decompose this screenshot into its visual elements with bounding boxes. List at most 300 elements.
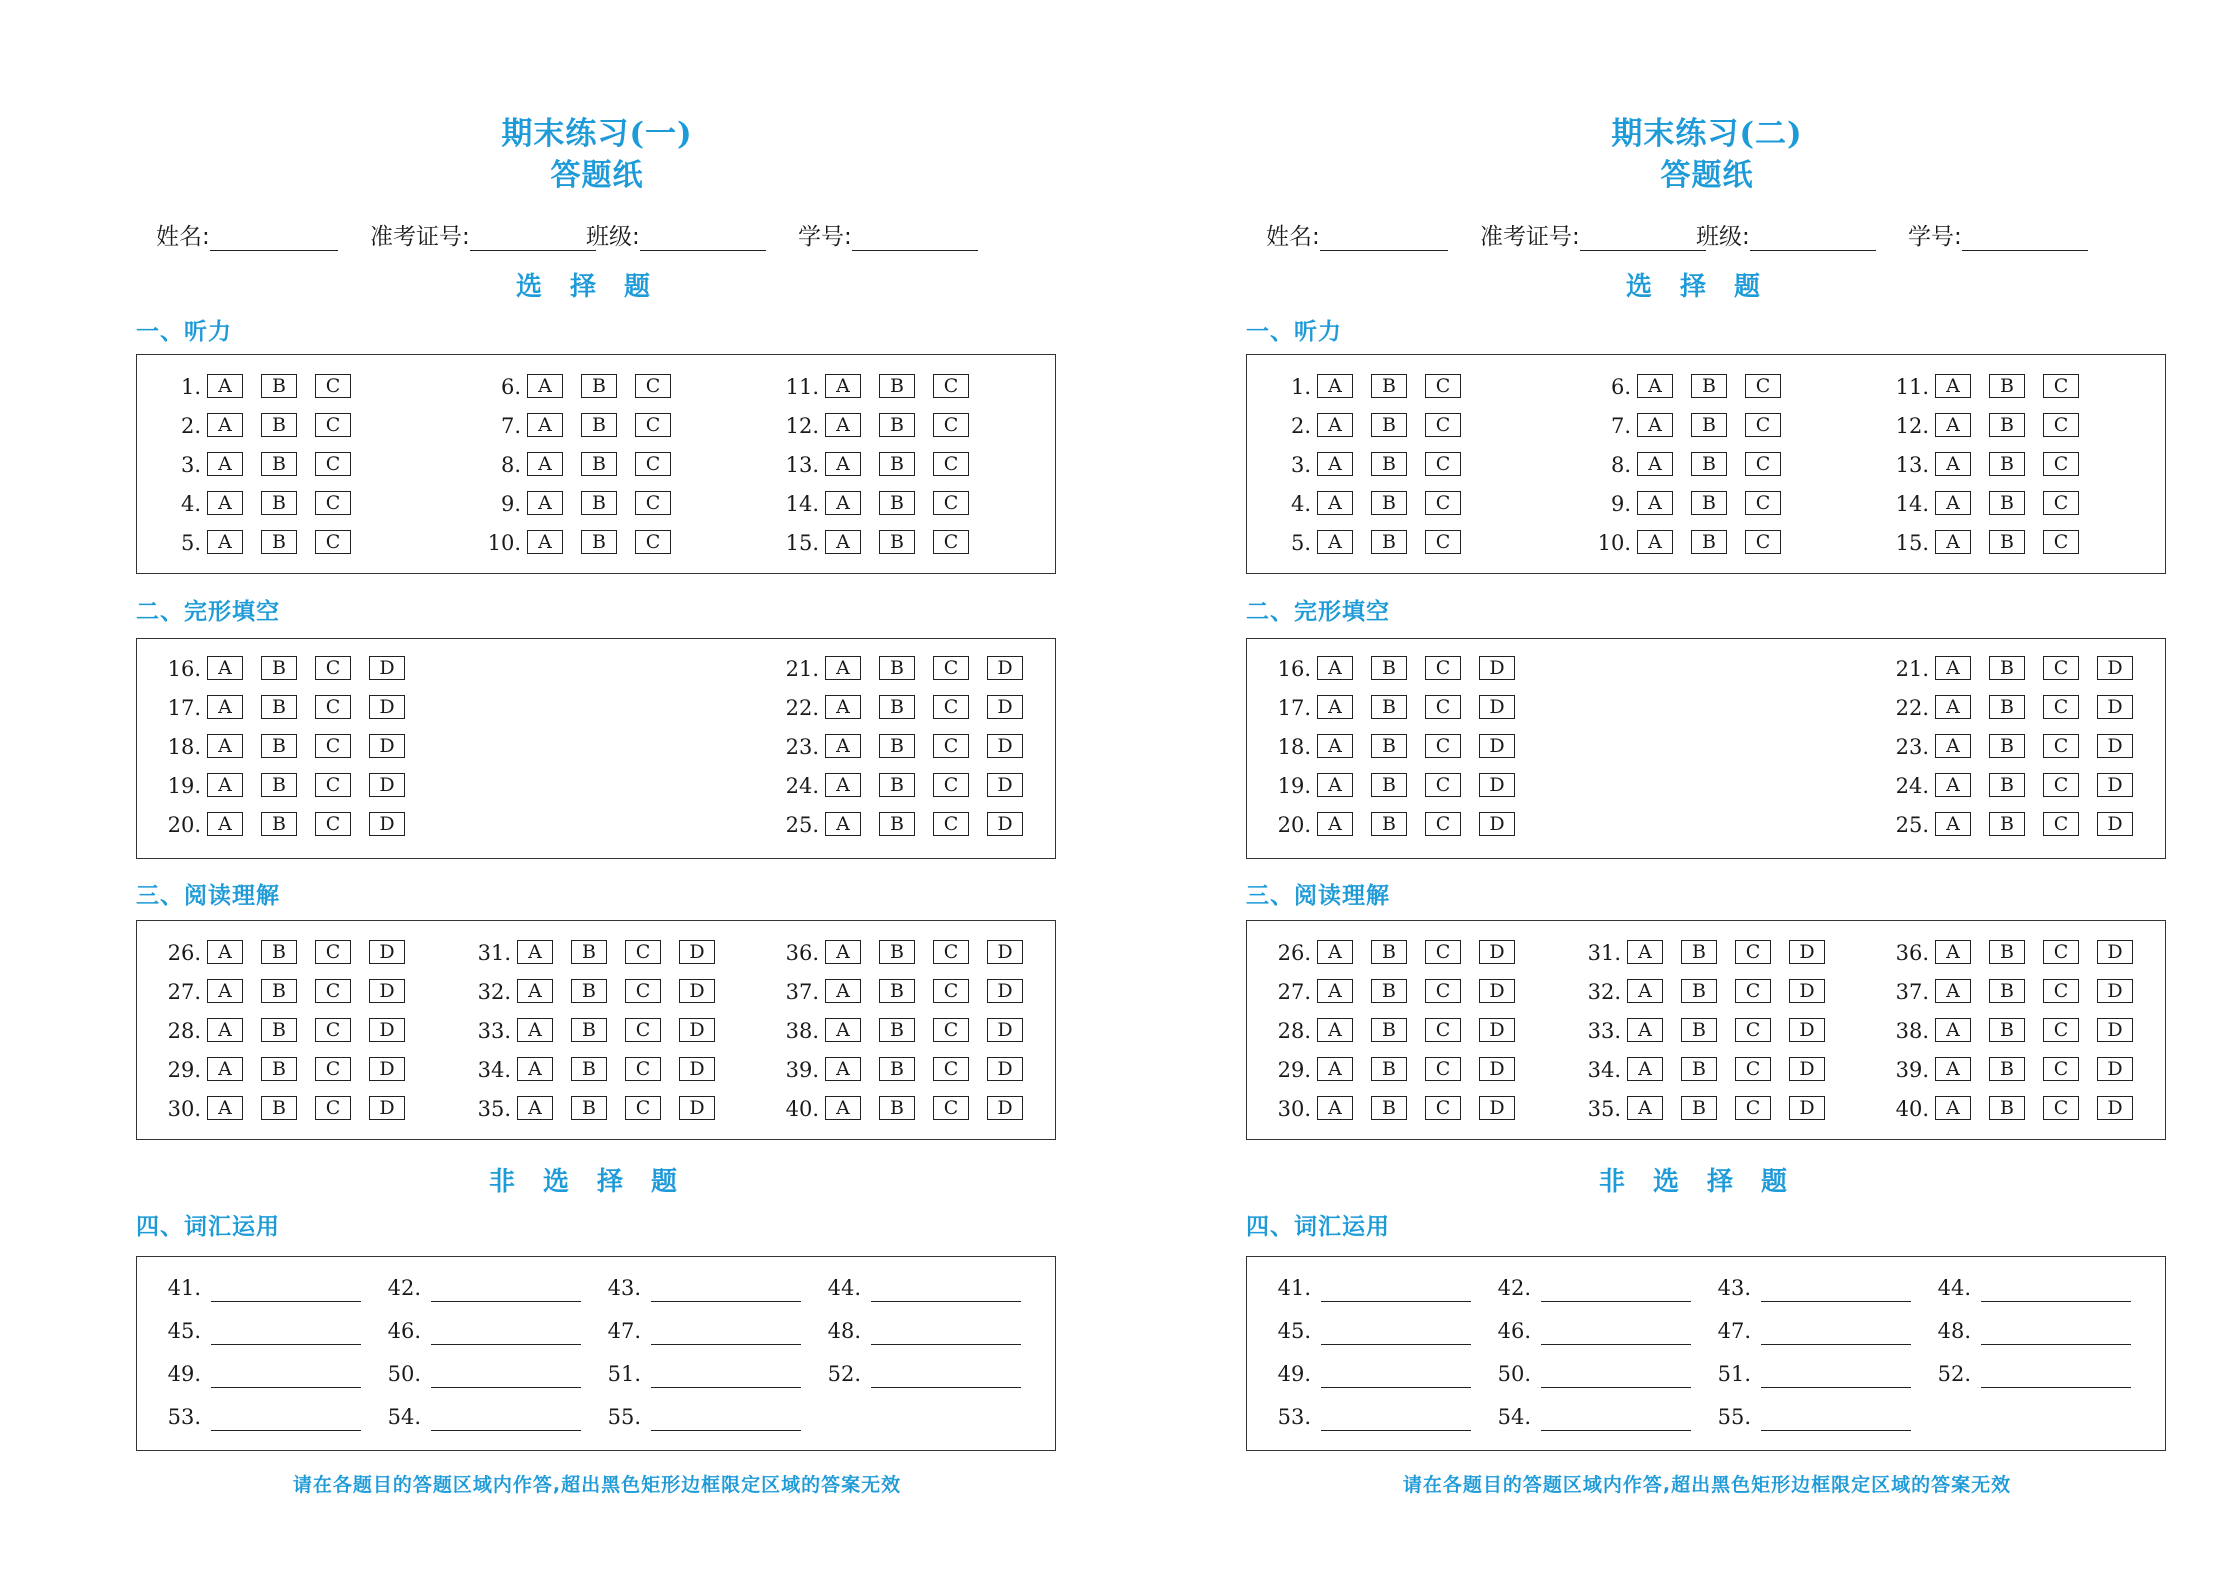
option-box-b[interactable]: B (1989, 452, 2025, 476)
option-box-d[interactable]: D (2097, 940, 2133, 964)
option-box-c[interactable]: C (2043, 1018, 2079, 1042)
option-box-a[interactable]: A (207, 374, 243, 398)
answer-blank[interactable] (651, 1318, 801, 1345)
option-box-d[interactable]: D (2097, 1018, 2133, 1042)
option-box-a[interactable]: A (1627, 940, 1663, 964)
option-box-c[interactable]: C (315, 374, 351, 398)
class-input-line[interactable] (640, 224, 766, 251)
option-box-b[interactable]: B (879, 530, 915, 554)
option-box-c[interactable]: C (2043, 1096, 2079, 1120)
option-box-a[interactable]: A (825, 940, 861, 964)
option-box-c[interactable]: C (1745, 491, 1781, 515)
option-box-c[interactable]: C (625, 1018, 661, 1042)
option-box-c[interactable]: C (1735, 1057, 1771, 1081)
option-box-d[interactable]: D (1479, 1096, 1515, 1120)
answer-blank[interactable] (1321, 1275, 1471, 1302)
option-box-d[interactable]: D (987, 979, 1023, 1003)
option-box-a[interactable]: A (1317, 812, 1353, 836)
student-no-input-line[interactable] (1962, 224, 2088, 251)
option-box-b[interactable]: B (581, 413, 617, 437)
option-box-b[interactable]: B (261, 374, 297, 398)
option-box-c[interactable]: C (2043, 452, 2079, 476)
answer-blank[interactable] (1761, 1275, 1911, 1302)
option-box-b[interactable]: B (1691, 491, 1727, 515)
option-box-c[interactable]: C (1745, 530, 1781, 554)
option-box-c[interactable]: C (315, 734, 351, 758)
option-box-a[interactable]: A (207, 812, 243, 836)
option-box-d[interactable]: D (1479, 979, 1515, 1003)
option-box-a[interactable]: A (1935, 452, 1971, 476)
option-box-b[interactable]: B (1989, 1057, 2025, 1081)
answer-blank[interactable] (1541, 1318, 1691, 1345)
option-box-a[interactable]: A (207, 656, 243, 680)
option-box-c[interactable]: C (315, 979, 351, 1003)
option-box-b[interactable]: B (1371, 979, 1407, 1003)
option-box-b[interactable]: B (1371, 812, 1407, 836)
exam-id-input-line[interactable] (1580, 224, 1706, 251)
answer-blank[interactable] (871, 1318, 1021, 1345)
option-box-b[interactable]: B (581, 491, 617, 515)
option-box-c[interactable]: C (1425, 374, 1461, 398)
option-box-b[interactable]: B (1989, 734, 2025, 758)
answer-blank[interactable] (1761, 1361, 1911, 1388)
option-box-c[interactable]: C (315, 773, 351, 797)
option-box-a[interactable]: A (1627, 1057, 1663, 1081)
option-box-a[interactable]: A (207, 491, 243, 515)
option-box-a[interactable]: A (825, 1057, 861, 1081)
option-box-c[interactable]: C (2043, 734, 2079, 758)
answer-blank[interactable] (651, 1404, 801, 1431)
answer-blank[interactable] (211, 1275, 361, 1302)
option-box-a[interactable]: A (825, 979, 861, 1003)
option-box-c[interactable]: C (1745, 452, 1781, 476)
option-box-c[interactable]: C (625, 940, 661, 964)
option-box-a[interactable]: A (1935, 940, 1971, 964)
option-box-a[interactable]: A (825, 452, 861, 476)
option-box-a[interactable]: A (207, 773, 243, 797)
option-box-d[interactable]: D (987, 695, 1023, 719)
option-box-a[interactable]: A (1935, 491, 1971, 515)
option-box-a[interactable]: A (1935, 773, 1971, 797)
option-box-c[interactable]: C (315, 695, 351, 719)
option-box-c[interactable]: C (635, 530, 671, 554)
option-box-b[interactable]: B (261, 656, 297, 680)
answer-blank[interactable] (871, 1361, 1021, 1388)
option-box-d[interactable]: D (1789, 1096, 1825, 1120)
option-box-b[interactable]: B (1371, 734, 1407, 758)
option-box-b[interactable]: B (581, 374, 617, 398)
option-box-c[interactable]: C (933, 812, 969, 836)
option-box-b[interactable]: B (1371, 452, 1407, 476)
option-box-a[interactable]: A (1317, 773, 1353, 797)
option-box-b[interactable]: B (261, 940, 297, 964)
option-box-c[interactable]: C (315, 530, 351, 554)
option-box-c[interactable]: C (1425, 491, 1461, 515)
option-box-d[interactable]: D (369, 773, 405, 797)
option-box-c[interactable]: C (625, 1057, 661, 1081)
option-box-d[interactable]: D (1479, 734, 1515, 758)
option-box-a[interactable]: A (825, 413, 861, 437)
option-box-c[interactable]: C (2043, 491, 2079, 515)
option-box-b[interactable]: B (1989, 413, 2025, 437)
option-box-c[interactable]: C (635, 452, 671, 476)
option-box-c[interactable]: C (1735, 940, 1771, 964)
option-box-b[interactable]: B (1989, 1096, 2025, 1120)
option-box-c[interactable]: C (2043, 812, 2079, 836)
option-box-d[interactable]: D (369, 1018, 405, 1042)
option-box-c[interactable]: C (2043, 940, 2079, 964)
option-box-d[interactable]: D (1789, 1018, 1825, 1042)
option-box-d[interactable]: D (679, 1057, 715, 1081)
option-box-a[interactable]: A (207, 695, 243, 719)
option-box-b[interactable]: B (261, 979, 297, 1003)
option-box-c[interactable]: C (625, 979, 661, 1003)
option-box-c[interactable]: C (1425, 656, 1461, 680)
option-box-a[interactable]: A (825, 374, 861, 398)
option-box-c[interactable]: C (1425, 413, 1461, 437)
option-box-c[interactable]: C (315, 452, 351, 476)
option-box-a[interactable]: A (1317, 695, 1353, 719)
option-box-c[interactable]: C (933, 1057, 969, 1081)
option-box-d[interactable]: D (369, 1057, 405, 1081)
option-box-b[interactable]: B (879, 413, 915, 437)
option-box-a[interactable]: A (825, 656, 861, 680)
option-box-a[interactable]: A (517, 1096, 553, 1120)
option-box-c[interactable]: C (933, 374, 969, 398)
option-box-b[interactable]: B (1681, 1018, 1717, 1042)
option-box-b[interactable]: B (581, 452, 617, 476)
option-box-a[interactable]: A (1935, 695, 1971, 719)
option-box-c[interactable]: C (1745, 413, 1781, 437)
option-box-c[interactable]: C (933, 979, 969, 1003)
option-box-a[interactable]: A (207, 940, 243, 964)
option-box-d[interactable]: D (2097, 656, 2133, 680)
name-input-line[interactable] (1320, 224, 1448, 251)
answer-blank[interactable] (1981, 1275, 2131, 1302)
option-box-d[interactable]: D (1479, 1057, 1515, 1081)
option-box-b[interactable]: B (879, 1096, 915, 1120)
option-box-b[interactable]: B (1691, 452, 1727, 476)
option-box-a[interactable]: A (1935, 1018, 1971, 1042)
option-box-c[interactable]: C (315, 1096, 351, 1120)
option-box-d[interactable]: D (2097, 734, 2133, 758)
option-box-d[interactable]: D (369, 695, 405, 719)
option-box-a[interactable]: A (207, 452, 243, 476)
answer-blank[interactable] (431, 1404, 581, 1431)
option-box-d[interactable]: D (1479, 940, 1515, 964)
option-box-d[interactable]: D (987, 1018, 1023, 1042)
option-box-c[interactable]: C (1735, 1096, 1771, 1120)
option-box-c[interactable]: C (933, 1096, 969, 1120)
option-box-b[interactable]: B (571, 1096, 607, 1120)
option-box-a[interactable]: A (1637, 413, 1673, 437)
option-box-b[interactable]: B (879, 1057, 915, 1081)
option-box-b[interactable]: B (1691, 413, 1727, 437)
option-box-a[interactable]: A (825, 695, 861, 719)
option-box-a[interactable]: A (825, 1018, 861, 1042)
option-box-d[interactable]: D (369, 940, 405, 964)
option-box-a[interactable]: A (1317, 1057, 1353, 1081)
option-box-a[interactable]: A (825, 812, 861, 836)
option-box-a[interactable]: A (1317, 1018, 1353, 1042)
option-box-b[interactable]: B (261, 1057, 297, 1081)
option-box-c[interactable]: C (1425, 940, 1461, 964)
answer-blank[interactable] (211, 1404, 361, 1431)
option-box-d[interactable]: D (679, 1096, 715, 1120)
option-box-a[interactable]: A (1627, 979, 1663, 1003)
answer-blank[interactable] (431, 1275, 581, 1302)
option-box-d[interactable]: D (987, 1057, 1023, 1081)
option-box-d[interactable]: D (987, 734, 1023, 758)
option-box-a[interactable]: A (1935, 374, 1971, 398)
option-box-a[interactable]: A (517, 940, 553, 964)
option-box-d[interactable]: D (1479, 773, 1515, 797)
option-box-a[interactable]: A (1317, 656, 1353, 680)
option-box-c[interactable]: C (315, 656, 351, 680)
option-box-d[interactable]: D (679, 1018, 715, 1042)
option-box-b[interactable]: B (1371, 656, 1407, 680)
option-box-c[interactable]: C (635, 491, 671, 515)
option-box-a[interactable]: A (517, 979, 553, 1003)
option-box-c[interactable]: C (635, 413, 671, 437)
option-box-a[interactable]: A (1935, 812, 1971, 836)
option-box-a[interactable]: A (1935, 1096, 1971, 1120)
answer-blank[interactable] (651, 1275, 801, 1302)
option-box-d[interactable]: D (679, 979, 715, 1003)
option-box-b[interactable]: B (1989, 695, 2025, 719)
option-box-a[interactable]: A (207, 734, 243, 758)
option-box-a[interactable]: A (207, 530, 243, 554)
option-box-b[interactable]: B (571, 1057, 607, 1081)
option-box-a[interactable]: A (825, 773, 861, 797)
option-box-b[interactable]: B (1989, 656, 2025, 680)
option-box-a[interactable]: A (527, 452, 563, 476)
option-box-b[interactable]: B (879, 374, 915, 398)
option-box-b[interactable]: B (1371, 1057, 1407, 1081)
option-box-b[interactable]: B (1681, 1096, 1717, 1120)
answer-blank[interactable] (1541, 1404, 1691, 1431)
option-box-d[interactable]: D (369, 656, 405, 680)
answer-blank[interactable] (211, 1361, 361, 1388)
option-box-d[interactable]: D (369, 812, 405, 836)
option-box-a[interactable]: A (1317, 374, 1353, 398)
option-box-a[interactable]: A (527, 374, 563, 398)
option-box-b[interactable]: B (571, 1018, 607, 1042)
option-box-b[interactable]: B (261, 413, 297, 437)
option-box-a[interactable]: A (517, 1057, 553, 1081)
answer-blank[interactable] (431, 1318, 581, 1345)
student-no-input-line[interactable] (852, 224, 978, 251)
option-box-c[interactable]: C (315, 812, 351, 836)
option-box-a[interactable]: A (527, 530, 563, 554)
option-box-c[interactable]: C (933, 773, 969, 797)
answer-blank[interactable] (431, 1361, 581, 1388)
option-box-a[interactable]: A (207, 1096, 243, 1120)
option-box-b[interactable]: B (1681, 1057, 1717, 1081)
option-box-a[interactable]: A (527, 413, 563, 437)
answer-blank[interactable] (1541, 1275, 1691, 1302)
answer-blank[interactable] (1981, 1361, 2131, 1388)
option-box-a[interactable]: A (1317, 452, 1353, 476)
option-box-b[interactable]: B (879, 491, 915, 515)
option-box-c[interactable]: C (933, 656, 969, 680)
answer-blank[interactable] (1321, 1404, 1471, 1431)
option-box-b[interactable]: B (1989, 773, 2025, 797)
option-box-d[interactable]: D (987, 656, 1023, 680)
option-box-c[interactable]: C (1425, 530, 1461, 554)
option-box-d[interactable]: D (369, 1096, 405, 1120)
option-box-c[interactable]: C (2043, 656, 2079, 680)
option-box-b[interactable]: B (1989, 491, 2025, 515)
option-box-b[interactable]: B (1371, 940, 1407, 964)
option-box-b[interactable]: B (879, 812, 915, 836)
option-box-c[interactable]: C (1425, 695, 1461, 719)
option-box-c[interactable]: C (1425, 452, 1461, 476)
option-box-a[interactable]: A (1317, 979, 1353, 1003)
option-box-c[interactable]: C (1735, 979, 1771, 1003)
answer-blank[interactable] (871, 1275, 1021, 1302)
option-box-a[interactable]: A (1935, 530, 1971, 554)
option-box-c[interactable]: C (625, 1096, 661, 1120)
option-box-b[interactable]: B (879, 940, 915, 964)
option-box-a[interactable]: A (1935, 656, 1971, 680)
option-box-b[interactable]: B (1989, 812, 2025, 836)
option-box-b[interactable]: B (261, 734, 297, 758)
option-box-b[interactable]: B (879, 656, 915, 680)
answer-blank[interactable] (1761, 1404, 1911, 1431)
class-input-line[interactable] (1750, 224, 1876, 251)
option-box-a[interactable]: A (207, 979, 243, 1003)
option-box-c[interactable]: C (933, 1018, 969, 1042)
option-box-c[interactable]: C (315, 413, 351, 437)
option-box-b[interactable]: B (261, 452, 297, 476)
option-box-b[interactable]: B (879, 1018, 915, 1042)
answer-blank[interactable] (1321, 1318, 1471, 1345)
option-box-a[interactable]: A (517, 1018, 553, 1042)
option-box-d[interactable]: D (1479, 656, 1515, 680)
option-box-b[interactable]: B (1989, 1018, 2025, 1042)
option-box-c[interactable]: C (1425, 1096, 1461, 1120)
option-box-b[interactable]: B (1989, 940, 2025, 964)
option-box-b[interactable]: B (1989, 979, 2025, 1003)
option-box-d[interactable]: D (987, 1096, 1023, 1120)
option-box-c[interactable]: C (933, 452, 969, 476)
option-box-b[interactable]: B (1989, 374, 2025, 398)
option-box-c[interactable]: C (933, 530, 969, 554)
answer-blank[interactable] (1321, 1361, 1471, 1388)
option-box-d[interactable]: D (2097, 1096, 2133, 1120)
option-box-c[interactable]: C (315, 1057, 351, 1081)
option-box-b[interactable]: B (1681, 940, 1717, 964)
option-box-d[interactable]: D (1479, 695, 1515, 719)
option-box-c[interactable]: C (1425, 812, 1461, 836)
option-box-a[interactable]: A (1637, 491, 1673, 515)
option-box-d[interactable]: D (2097, 812, 2133, 836)
option-box-b[interactable]: B (261, 530, 297, 554)
option-box-c[interactable]: C (1425, 734, 1461, 758)
option-box-d[interactable]: D (2097, 979, 2133, 1003)
option-box-a[interactable]: A (207, 1057, 243, 1081)
name-input-line[interactable] (210, 224, 338, 251)
option-box-d[interactable]: D (1479, 812, 1515, 836)
option-box-a[interactable]: A (1637, 374, 1673, 398)
option-box-d[interactable]: D (1789, 940, 1825, 964)
option-box-b[interactable]: B (1691, 530, 1727, 554)
option-box-d[interactable]: D (987, 812, 1023, 836)
option-box-a[interactable]: A (1627, 1018, 1663, 1042)
option-box-a[interactable]: A (1935, 413, 1971, 437)
option-box-d[interactable]: D (679, 940, 715, 964)
option-box-a[interactable]: A (527, 491, 563, 515)
option-box-b[interactable]: B (1371, 374, 1407, 398)
option-box-d[interactable]: D (2097, 695, 2133, 719)
option-box-a[interactable]: A (1637, 530, 1673, 554)
option-box-b[interactable]: B (571, 979, 607, 1003)
option-box-a[interactable]: A (207, 413, 243, 437)
option-box-b[interactable]: B (1371, 413, 1407, 437)
option-box-c[interactable]: C (2043, 413, 2079, 437)
option-box-b[interactable]: B (1371, 695, 1407, 719)
option-box-c[interactable]: C (2043, 773, 2079, 797)
option-box-d[interactable]: D (987, 940, 1023, 964)
option-box-c[interactable]: C (933, 491, 969, 515)
option-box-b[interactable]: B (879, 734, 915, 758)
option-box-a[interactable]: A (1317, 940, 1353, 964)
option-box-b[interactable]: B (261, 1096, 297, 1120)
option-box-a[interactable]: A (1317, 491, 1353, 515)
option-box-a[interactable]: A (207, 1018, 243, 1042)
option-box-b[interactable]: B (261, 491, 297, 515)
answer-blank[interactable] (1761, 1318, 1911, 1345)
option-box-b[interactable]: B (879, 452, 915, 476)
option-box-c[interactable]: C (1425, 1057, 1461, 1081)
exam-id-input-line[interactable] (470, 224, 596, 251)
option-box-b[interactable]: B (571, 940, 607, 964)
option-box-a[interactable]: A (1935, 1057, 1971, 1081)
option-box-c[interactable]: C (2043, 695, 2079, 719)
option-box-c[interactable]: C (1425, 1018, 1461, 1042)
option-box-c[interactable]: C (933, 695, 969, 719)
option-box-b[interactable]: B (1691, 374, 1727, 398)
option-box-a[interactable]: A (825, 530, 861, 554)
option-box-c[interactable]: C (1735, 1018, 1771, 1042)
option-box-d[interactable]: D (987, 773, 1023, 797)
option-box-d[interactable]: D (1479, 1018, 1515, 1042)
option-box-c[interactable]: C (315, 940, 351, 964)
option-box-d[interactable]: D (1789, 979, 1825, 1003)
answer-blank[interactable] (651, 1361, 801, 1388)
option-box-b[interactable]: B (1371, 773, 1407, 797)
option-box-b[interactable]: B (261, 773, 297, 797)
option-box-c[interactable]: C (1425, 979, 1461, 1003)
option-box-d[interactable]: D (2097, 773, 2133, 797)
option-box-d[interactable]: D (369, 734, 405, 758)
option-box-b[interactable]: B (261, 812, 297, 836)
option-box-a[interactable]: A (825, 491, 861, 515)
option-box-b[interactable]: B (1371, 1096, 1407, 1120)
option-box-c[interactable]: C (2043, 530, 2079, 554)
option-box-c[interactable]: C (2043, 979, 2079, 1003)
option-box-b[interactable]: B (1371, 491, 1407, 515)
option-box-d[interactable]: D (1789, 1057, 1825, 1081)
option-box-b[interactable]: B (261, 1018, 297, 1042)
option-box-c[interactable]: C (2043, 1057, 2079, 1081)
option-box-a[interactable]: A (1317, 530, 1353, 554)
option-box-a[interactable]: A (1935, 734, 1971, 758)
option-box-b[interactable]: B (879, 773, 915, 797)
option-box-c[interactable]: C (635, 374, 671, 398)
option-box-b[interactable]: B (261, 695, 297, 719)
